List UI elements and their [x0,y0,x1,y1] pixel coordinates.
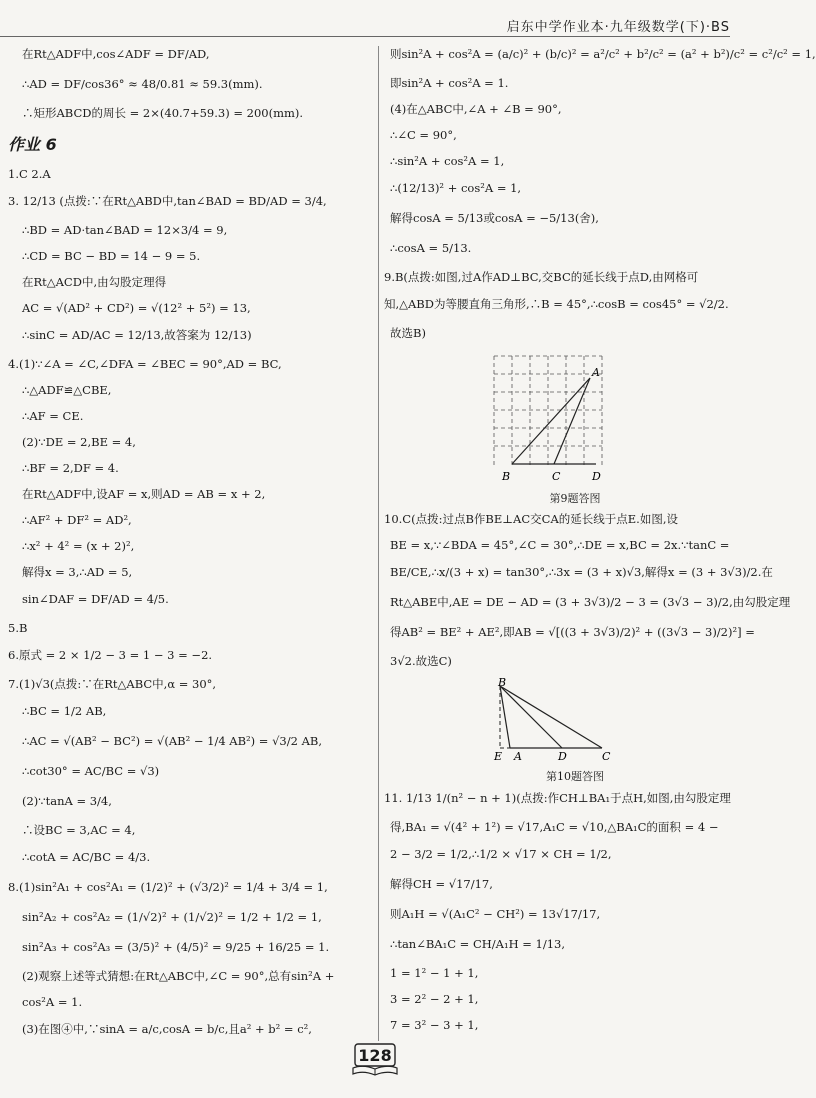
text-line: ∴sin²A + cos²A = 1, [390,154,505,168]
fig10-label-d: D [558,750,567,763]
text-line: 则A₁H = √(A₁C² − CH²) = 13√17/17, [390,907,601,921]
text-line: 1 = 1² − 1 + 1, [390,966,479,980]
text-line: ∴tan∠BA₁C = CH/A₁H = 1/13, [390,937,566,951]
text-line: ∴AF = CE. [22,409,84,423]
text-line: sin²A₂ + cos²A₂ = (1/√2)² + (1/√2)² = 1/2 + 1/2 = 1, [22,910,322,924]
text-line: ∴sinC = AD/AC = 12/13,故答案为 12/13) [22,328,252,342]
fig9-label-a: A [592,366,600,379]
text-line: sin∠DAF = DF/AD = 4/5. [22,592,169,606]
fig10-label-c: C [602,750,611,763]
text-line: 3 = 2² − 2 + 1, [390,992,479,1006]
text-line: 5.B [8,621,28,635]
text-line: 4.(1)∵∠A = ∠C,∠DFA = ∠BEC = 90°,AD = BC, [8,357,282,371]
text-line: 则sin²A + cos²A = (a/c)² + (b/c)² = a²/c² + b²/c² = (a² + b²)/c² = c²/c² = 1, [390,47,816,61]
text-line: 在Rt△ADF中,cos∠ADF = DF/AD, [22,47,210,61]
text-line: ∴△ADF≌△CBE, [22,383,112,397]
fig9-label-c: C [552,470,561,483]
text-line: ∴cosA = 5/13. [390,241,472,255]
text-line: 6.原式 = 2 × 1/2 − 3 = 1 − 3 = −2. [8,648,213,662]
text-line: 3. 12/13 (点拨:∵在Rt△ABD中,tan∠BAD = BD/AD = 3/4, [8,194,327,208]
section-title: 作业 6 [8,135,57,154]
text-line: 在Rt△ADF中,设AF = x,则AD = AB = x + 2, [22,487,266,501]
triangle-diagram [390,676,760,763]
text-line: 故选B) [390,326,426,340]
text-line: ∴BC = 1/2 AB, [22,704,107,718]
text-line: 在Rt△ACD中,由勾股定理得 [22,275,167,289]
text-line: 8.(1)sin²A₁ + cos²A₁ = (1/2)² + (√3/2)² = 1/4 + 3/4 = 1, [8,880,328,894]
text-line: 解得CH = √17/17, [390,877,493,891]
triangle-lines [500,686,602,748]
page-number: 128 [358,1046,392,1065]
text-line: 得AB² = BE² + AE²,即AB = √[((3 + 3√3)/2)² + ((3√3 − 3)/2)²] = [390,625,755,639]
figure-caption: 第9题答图 [549,492,601,505]
left-column [8,46,373,1051]
text-line: 7 = 3² − 3 + 1, [390,1018,479,1032]
text-line: 解得x = 3,∴AD = 5, [22,565,133,579]
text-line: ∴BF = 2,DF = 4. [22,461,119,475]
text-line: ∴矩形ABCD的周长 = 2×(40.7+59.3) = 200(mm). [22,106,304,120]
dashed-grid [494,356,602,468]
text-line: Rt△ABE中,AE = DE − AD = (3 + 3√3)/2 − 3 = (3√3 − 3)/2,由勾股定理 [390,595,791,609]
text-line: sin²A₃ + cos²A₃ = (3/5)² + (4/5)² = 9/25 + 16/25 = 1. [22,940,330,954]
text-line: 7.(1)√3(点拨:∵在Rt△ABC中,α = 30°, [8,677,217,691]
page-number-badge [349,1042,401,1078]
text-line: 即sin²A + cos²A = 1. [390,76,509,90]
text-line: BE = x,∵∠BDA = 45°,∠C = 30°,∴DE = x,BC = 2x.∵tanC = [390,538,730,552]
text-line: ∴cotA = AC/BC = 4/3. [22,850,151,864]
text-line: 得,BA₁ = √(4² + 1²) = √17,A₁C = √10,△BA₁C的面积 = 4 − [390,820,719,834]
text-line: 11. 1/13 1/(n² − n + 1)(点拨:作CH⊥BA₁于点H,如图,由勾股定理 [384,791,731,805]
text-line: 解得cosA = 5/13或cosA = −5/13(舍), [390,211,599,225]
text-line: ∴AD = DF/cos36° ≈ 48/0.81 ≈ 59.3(mm). [22,77,263,91]
text-line: ∴设BC = 3,AC = 4, [22,823,136,837]
fig10-label-b: B [498,676,507,689]
text-line: (4)在△ABC中,∠A + ∠B = 90°, [390,102,562,116]
fig10-label-a: A [514,750,522,763]
text-line: 10.C(点拨:过点B作BE⊥AC交CA的延长线于点E.如图,设 [384,512,678,526]
text-line: 9.B(点拨:如图,过A作AD⊥BC,交BC的延长线于点D,由网格可 [384,270,699,284]
text-line: (2)观察上述等式猜想:在Rt△ABC中,∠C = 90°,总有sin²A + [22,969,335,983]
figure-caption: 第10题答图 [546,770,604,783]
text-line: 3√2.故选C) [390,654,452,668]
text-line: (2)∵tanA = 3/4, [22,794,112,808]
text-line: ∴x² + 4² = (x + 2)², [22,539,135,553]
text-line: ∴CD = BC − BD = 14 − 9 = 5. [22,249,201,263]
header-title: 启东中学作业本·九年级数学(下)·BS [506,20,730,35]
text-line: BE/CE,∴x/(3 + x) = tan30°,∴3x = (3 + x)√3,解得x = (3 + 3√3)/2.在 [390,565,773,579]
text-line: (3)在图④中,∵sinA = a/c,cosA = b/c,且a² + b² = c², [22,1022,312,1036]
column-divider [378,46,379,1041]
triangle-lines [512,378,596,464]
fig10-label-e: E [494,750,503,763]
text-line: cos²A = 1. [22,995,83,1009]
page-header [0,10,800,38]
text-line: 1.C 2.A [8,167,51,181]
figure-10 [390,676,760,783]
text-line: ∴cot30° = AC/BC = √3) [22,764,160,778]
text-line: 知,△ABD为等腰直角三角形,∴B = 45°,∴cosB = cos45° = √2/2. [384,297,729,311]
text-line: ∴∠C = 90°, [390,128,457,142]
figure-9 [390,352,760,505]
text-line: 2 − 3/2 = 1/2,∴1/2 × √17 × CH = 1/2, [390,847,612,861]
text-line: AC = √(AD² + CD²) = √(12² + 5²) = 13, [22,301,251,315]
text-line: ∴AC = √(AB² − BC²) = √(AB² − 1/4 AB²) = √3/2 AB, [22,734,322,748]
text-line: (2)∵DE = 2,BE = 4, [22,435,136,449]
text-line: ∴BD = AD·tan∠BAD = 12×3/4 = 9, [22,223,228,237]
fig9-label-b: B [502,470,511,483]
header-rule [0,36,730,37]
text-line: ∴(12/13)² + cos²A = 1, [390,181,522,195]
fig9-label-d: D [592,470,601,483]
grid-triangle-diagram [390,352,760,484]
right-column [384,46,816,1044]
text-line: ∴AF² + DF² = AD², [22,513,132,527]
